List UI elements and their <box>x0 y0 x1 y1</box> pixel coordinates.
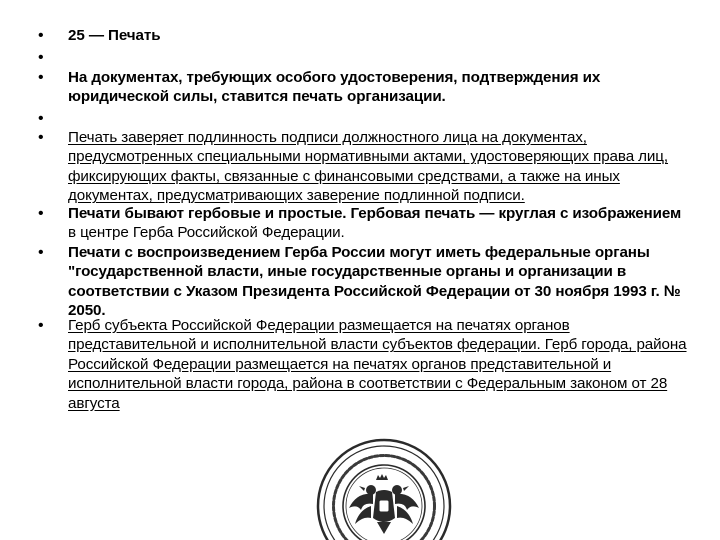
seal-types-rest: в центре Герба Российской Федерации. <box>68 224 345 242</box>
seal-types-bold: Печати бывают гербовые и простые. Гербовая печать — круглая с изображением <box>68 205 682 222</box>
bullet: • <box>38 205 44 222</box>
bullet: • <box>38 27 44 44</box>
list-item-seal-requirement: На документах, требующих особого удостоверения, подтверждения их юридической силы, ставится печать организации. <box>68 69 601 106</box>
list-item-seal-types <box>68 204 690 243</box>
bullet: • <box>38 49 44 66</box>
bullet: • <box>38 129 44 146</box>
bullet: • <box>38 244 44 261</box>
slide-heading: 25 — Печать <box>68 27 161 44</box>
list-item-federal-seals: Печати с воспроизведением Герба России могут иметь федеральные органы "государственной власти, иные государственные органы и организации в соответствии с Указом Президента Российской Федерации от 30 ноября 1993 г. № 2050. <box>68 244 681 320</box>
coat-of-arms-seal-icon <box>313 430 455 540</box>
bullet: • <box>38 69 44 86</box>
bullet: • <box>38 317 44 334</box>
list-item-signature-authenticity: Печать заверяет подлинность подписи должностного лица на документах, предусмотренных специальными нормативными актами, удостоверяющих права лиц, фиксирующих факты, связанные с финансовыми средствами, а также на иных документах, предусматривающих заверение подлинной подписи. <box>68 129 669 205</box>
bullet: • <box>38 110 44 127</box>
seal-svg <box>313 430 455 540</box>
list-item-subject-coat-of-arms: Герб субъекта Российской Федерации размещается на печатях органов представительной и исполнительной власти субъектов федерации. Герб города, района Российской Федерации размещается на печатях органов представительной и исполнительной власти города, района в соответствии с Федеральным законом от 28 августа <box>68 317 687 412</box>
